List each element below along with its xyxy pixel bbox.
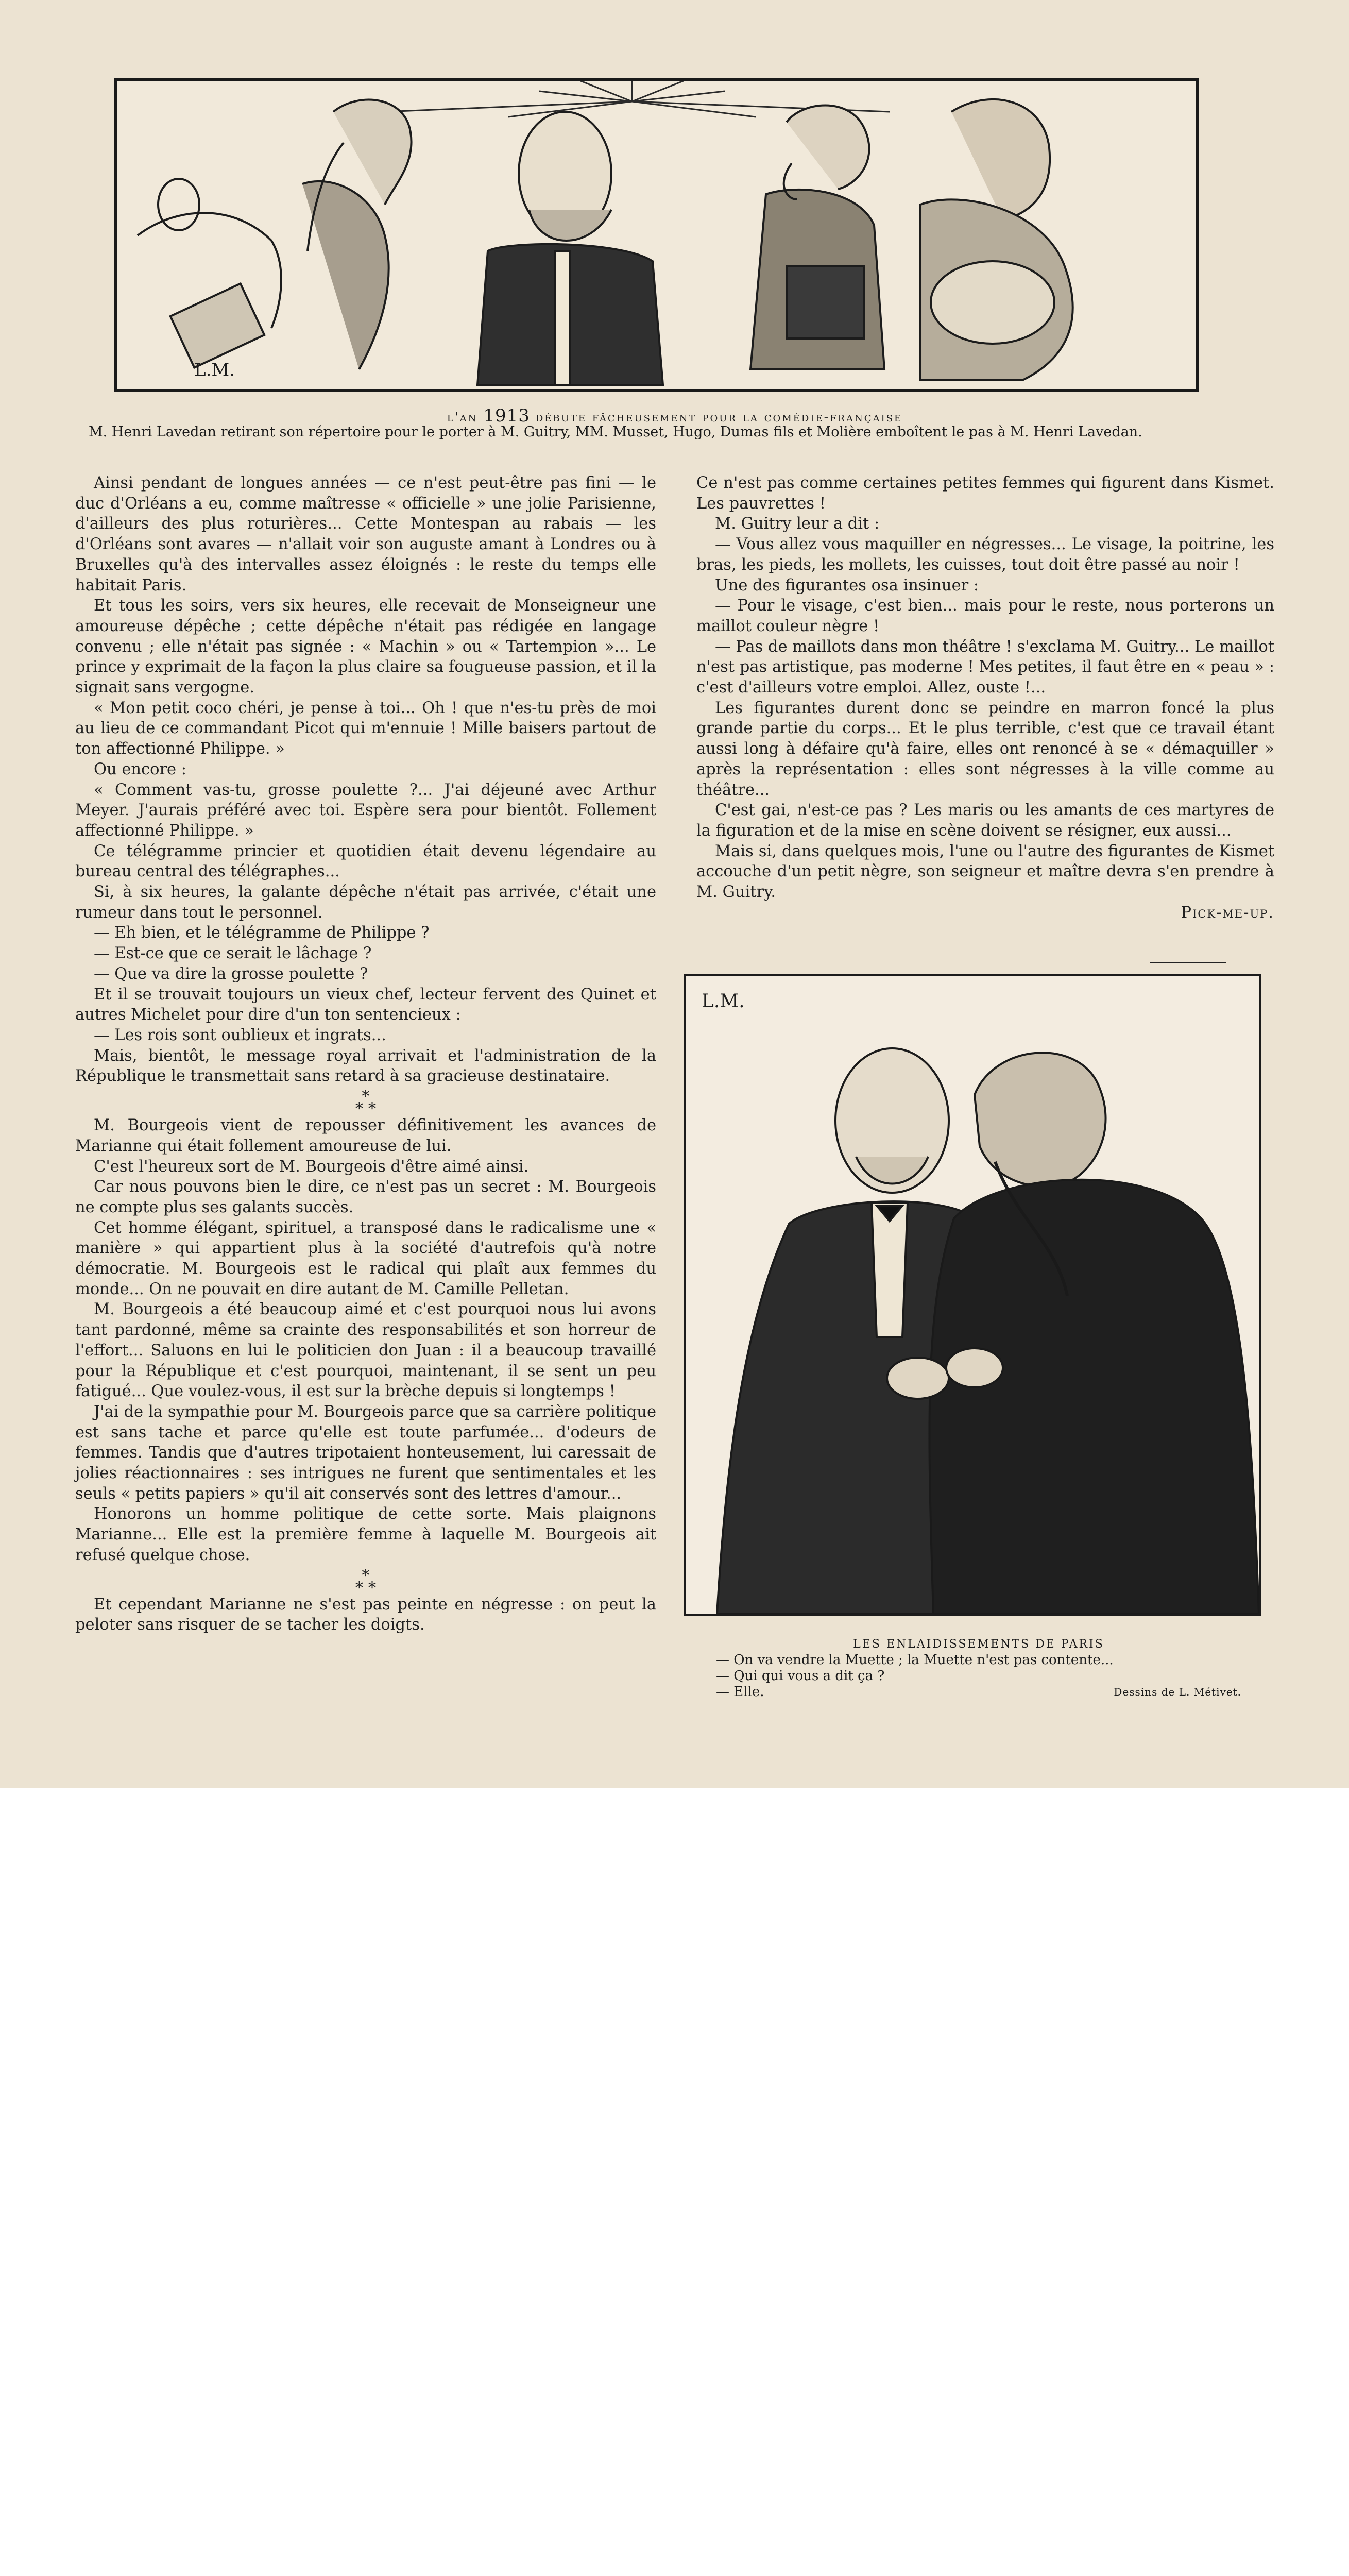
section-separator: * * * [355, 1566, 377, 1597]
caption-year: 1913 [483, 405, 530, 426]
paragraph: Honorons un homme politique de cette sorte. Mais plaignons Marianne... Elle est la première femme à laquelle M. Bourgeois ait refusé quelque chose. [75, 1505, 656, 1564]
drawing-credit: Dessins de L. Métivet. [1114, 1686, 1241, 1698]
paragraph: Une des figurantes osa insinuer : [715, 576, 979, 595]
caricature-two-men-drawing [686, 976, 1259, 1614]
paragraph: M. Bourgeois a été beaucoup aimé et c'est pourquoi nous lui avons tant pardonné, même sa crainte des responsabilités et son horreur de l'effort... Saluons en lui le politicien don Juan : il a beaucoup travaillé pour la République et c'est pourquoi, maintenant, il se sent un peu fatigué... Que voulez-vous, il est sur la brèche depuis si longtemps ! [75, 1300, 656, 1401]
paragraph: M. Bourgeois vient de repousser définitivement les avances de Marianne qui était follement amoureuse de lui. [75, 1116, 656, 1155]
paragraph: Car nous pouvons bien le dire, ce n'est pas un secret : M. Bourgeois ne compte plus ses galants succès. [75, 1178, 656, 1216]
dialogue-last-row [716, 1684, 1241, 1700]
paragraph: — Vous allez vous maquiller en négresses... Le visage, la poitrine, les bras, les pieds, les mollets, les cuisses, tout doit être passé au noir ! [696, 535, 1274, 574]
paragraph: J'ai de la sympathie pour M. Bourgeois parce que sa carrière politique est sans tache et parce qu'elle est toute parfumée... d'odeurs de femmes. Tandis que d'autres tripotaient honteusement, lui caressait de jolies réactionnaires : ses intrigues ne furent que sentimentales et les seuls « petits papiers » qu'il ait conservés sont des lettres d'amour... [75, 1402, 656, 1503]
top-caption-title [93, 405, 1257, 426]
paragraph: « Comment vas-tu, grosse poulette ?... J'ai déjeuné avec Arthur Meyer. J'aurais préféré avec toi. Espère sera pour bientôt. Follement affectionné Philippe. » [75, 781, 656, 840]
paragraph: Cet homme élégant, spirituel, a transposé dans le radicalisme une « manière » qui appartient plus à la société d'autrefois qu'à notre démocratie. M. Bourgeois est le radical qui plaît aux femmes du monde... On ne pouvait en dire autant de M. Camille Pelletan. [75, 1218, 656, 1298]
caricature-authors-drawing [117, 81, 1196, 389]
caption-title-post: débute fâcheusement pour la comédie-française [535, 410, 903, 425]
top-illustration-signature: L.M. [194, 360, 235, 380]
bottom-caption-title: LES ENLAIDISSEMENTS DE PARIS [853, 1638, 1104, 1651]
paragraph: Et tous les soirs, vers six heures, elle recevait de Monseigneur une amoureuse dépêche ; cette dépêche n'était pas rédigée en langage convenu ; elle n'était pas signée : « Machin » ou « Tartempion »... Le prince y exprimait de la façon la plus claire sa fougueuse passion, et il la signait sans vergogne. [75, 597, 656, 697]
paragraph: Et il se trouvait toujours un vieux chef, lecteur fervent des Quinet et autres Michelet pour dire d'un ton sentencieux : [75, 985, 656, 1024]
dialogue-line: — Elle. [716, 1684, 764, 1700]
figure-moliere [920, 99, 1073, 380]
paragraph: — Les rois sont oublieux et ingrats... [94, 1026, 386, 1044]
paragraph: Mais, bientôt, le message royal arrivait et l'administration de la République le transmettait sans retard à sa gracieuse destinataire. [75, 1046, 656, 1086]
paragraph: Ou encore : [94, 760, 187, 778]
man-right [929, 1053, 1259, 1614]
bottom-illustration-signature: L.M. [702, 991, 745, 1012]
paragraph: — Pas de maillots dans mon théâtre ! s'exclama M. Guitry... Le maillot n'est pas artistique, pas moderne ! Mes petites, il faut être en « peau » : c'est d'ailleurs votre emploi. Allez, ouste !... [696, 637, 1274, 697]
paragraph: Si, à six heures, la galante dépêche n'était pas arrivée, c'était une rumeur dans tout le personnel. [75, 883, 656, 922]
paragraph: Ainsi pendant de longues années — ce n'est peut-être pas fini — le duc d'Orléans a eu, comme maîtresse « officielle » une jolie Parisienne, d'ailleurs des plus roturières... Cette Montespan au rabais — les d'Orléans sont avares — n'allait voir son auguste amant à Londres ou à Bruxelles qu'à des intervalles assez éloignés : le reste du temps elle habitait Paris. [75, 474, 656, 595]
paragraph: Mais si, dans quelques mois, l'une ou l'autre des figurantes de Kismet accouche d'un petit nègre, son seigneur et maître devra s'en prendre à M. Guitry. [696, 842, 1274, 902]
bottom-caption [716, 1636, 1241, 1700]
paragraph: M. Guitry leur a dit : [715, 515, 880, 533]
paragraph: — Eh bien, et le télégramme de Philippe ? [94, 924, 430, 942]
figure-hugo [477, 112, 663, 385]
paragraph: — Est-ce que ce serait le lâchage ? [94, 944, 372, 963]
figure-musset [302, 100, 412, 369]
paragraph: — Pour le visage, c'est bien... mais pour le reste, nous porterons un maillot couleur nègre ! [696, 597, 1274, 635]
dialogue-line: — Qui qui vous a dit ça ? [716, 1668, 885, 1684]
left-column [75, 473, 656, 1635]
dialogue-line: — On va vendre la Muette ; la Muette n'est pas contente... [716, 1652, 1114, 1668]
signature-rule [1150, 962, 1226, 963]
figure-dumas [750, 106, 884, 370]
figure-lavedan [138, 179, 281, 368]
digitization-footer [0, 1788, 1349, 1888]
paragraph: Les figurantes durent donc se peindre en marron foncé la plus grande partie du corps... Et le plus terrible, c'est que ce travail étant aussi long à défaire qu'à faire, elles ont renoncé à se « démaquiller » après la représentation : elles sont négresses à la ville comme au théâtre... [696, 699, 1274, 799]
paragraph: Ce n'est pas comme certaines petites femmes qui figurent dans Kismet. Les pauvrettes ! [696, 474, 1274, 513]
paragraph: — Que va dire la grosse poulette ? [94, 964, 368, 983]
caption-title-pre: l'an [447, 410, 478, 425]
article-signature-row [696, 903, 1274, 923]
right-column [696, 473, 1274, 923]
paragraph: « Mon petit coco chéri, je pense à toi... Oh ! que n'es-tu près de moi au lieu de ce commandant Picot qui m'ennuie ! Mille baisers partout de ton affectionné Philippe. » [75, 699, 656, 758]
top-illustration [114, 78, 1199, 392]
paragraph: Et cependant Marianne ne s'est pas peinte en négresse : on peut la peloter sans risquer de se tacher les doigts. [75, 1595, 656, 1634]
article-signature: Pick-me-up. [1181, 903, 1274, 922]
section-separator: * * * [355, 1088, 377, 1118]
paragraph: C'est gai, n'est-ce pas ? Les maris ou les amants de ces martyres de la figuration et de la mise en scène doivent se résigner, eux aussi... [696, 801, 1274, 840]
paragraph: C'est l'heureux sort de M. Bourgeois d'être aimé ainsi. [94, 1157, 529, 1176]
bottom-illustration [684, 974, 1261, 1616]
paragraph: Ce télégramme princier et quotidien était devenu légendaire au bureau central des télégraphes... [75, 842, 656, 881]
top-caption-text: M. Henri Lavedan retirant son répertoire pour le porter à M. Guitry, MM. Musset, Hugo, Dumas fils et Molière emboîtent le pas à M. Henri Lavedan. [89, 424, 1142, 440]
